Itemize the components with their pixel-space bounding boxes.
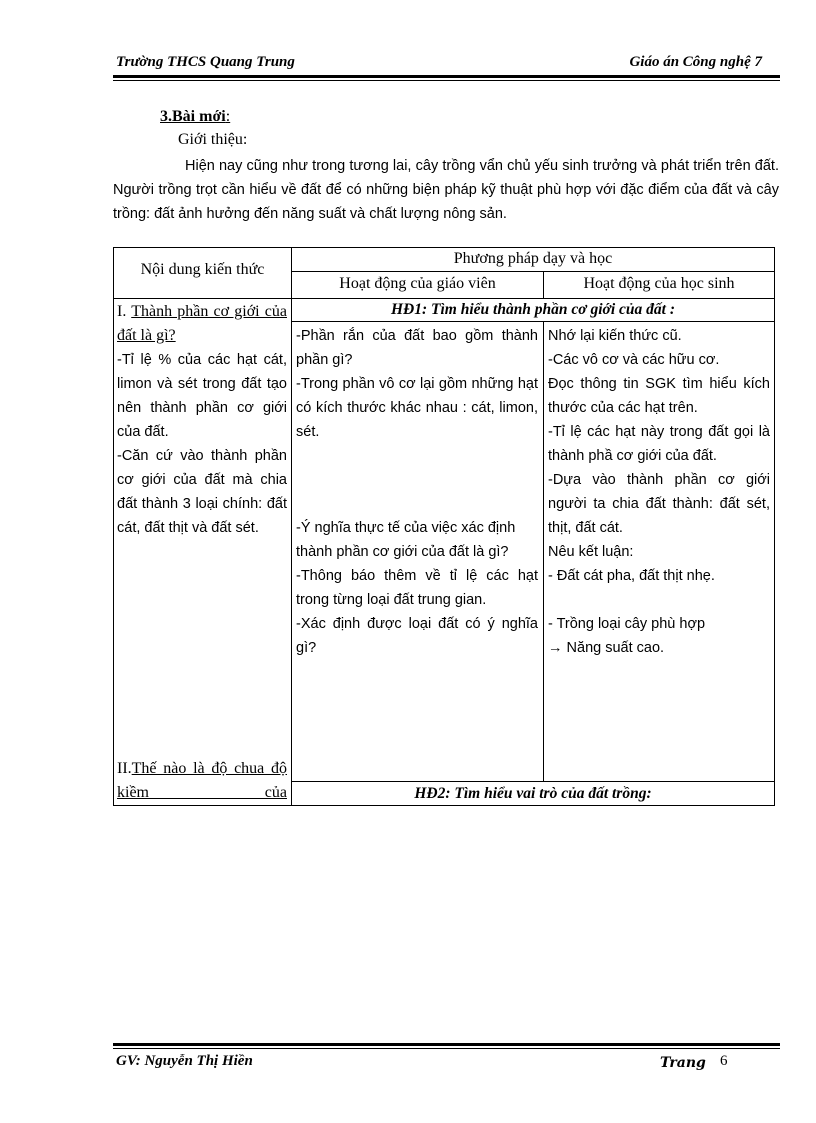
student-item: Đọc thông tin SGK tìm hiểu kích thước của các hạt trên. <box>548 376 770 416</box>
teacher-name: GV: Nguyễn Thị Hiền <box>116 1053 253 1069</box>
lesson-table <box>113 247 775 806</box>
student-activities <box>548 324 770 660</box>
header-rule-thin <box>113 80 780 81</box>
student-activity-header: Hoạt động của học sinh <box>583 275 735 292</box>
teacher-item: -Xác định được loại đất có ý nghĩa gì? <box>296 616 538 656</box>
intro-paragraph: Hiện nay cũng như trong tương lai, cây trồng vẩn chủ yếu sinh trưởng và phát triển trên đất. Người trồng trọt cần hiểu về đất để có những biện pháp kỹ thuật phù hợp với đặc điểm của đất và cây trồng: đất ảnh hưởng đến năng suất và chất lượng nông sản. <box>113 158 779 222</box>
methods-header: Phương pháp dạy và học <box>453 250 613 267</box>
content-paragraph-2: -Căn cứ vào thành phần cơ giới của đất mà chia đất thành 3 loại chính: đất cát, đất thịt và đất sét. <box>117 448 287 536</box>
content-paragraph-1: -Tỉ lệ % của các hạt cát, limon và sét trong đất tạo nên thành phần cơ giới của đất. <box>117 352 287 440</box>
teacher-item: -Phần rắn của đất bao gồm thành phần gì? <box>296 328 538 368</box>
teacher-item: -Trong phần vô cơ lại gồm những hạt có kích thước khác nhau : cát, limon, sét. <box>296 376 538 440</box>
footer-rule-thin <box>113 1048 780 1049</box>
document-subject: Giáo án Công nghệ 7 <box>629 54 762 70</box>
knowledge-content <box>117 300 287 540</box>
page-label: Trang <box>660 1055 706 1071</box>
page-header <box>113 52 780 74</box>
student-item: -Dựa vào thành phần cơ giới người ta chia đất thành: đất sét, thịt, đất cát. <box>548 472 770 536</box>
activity-1-title: HĐ1: Tìm hiểu thành phần cơ giới của đất : <box>390 301 676 318</box>
student-item: - Trồng loại cây phù hợp <box>548 616 706 632</box>
teacher-item: -Ý nghĩa thực tế của việc xác định thành phần cơ giới của đất là gì? <box>296 520 516 560</box>
student-item: → Năng suất cao. <box>548 640 665 656</box>
header-rule <box>113 75 780 78</box>
content-heading-2: II.Thế nào là độ chua độ kiềm của <box>117 760 287 801</box>
section-title: 3.Bài mới: <box>160 108 231 125</box>
teacher-activity-header: Hoạt động của giáo viên <box>339 275 496 292</box>
student-item: Nhớ lại kiến thức cũ. <box>548 328 682 344</box>
student-item: - Đất cát pha, đất thịt nhẹ. <box>548 568 715 584</box>
student-item: Nêu kết luận: <box>548 544 634 560</box>
teacher-activities <box>296 324 538 660</box>
student-item: -Các vô cơ và các hữu cơ. <box>548 352 720 368</box>
teacher-item: -Thông báo thêm về tỉ lệ các hạt trong từng loại đất trung gian. <box>296 568 538 608</box>
school-name: Trường THCS Quang Trung <box>116 54 295 70</box>
student-item: -Tỉ lệ các hạt này trong đất gọi là thành phầ cơ giới của đất. <box>548 424 770 464</box>
content-heading-1: I. Thành phần cơ giới của đất là gì? <box>117 303 287 344</box>
page-number: 6 <box>720 1053 728 1069</box>
footer-rule <box>113 1043 780 1046</box>
content-column-header: Nội dung kiến thức <box>140 261 265 278</box>
intro-label: Giới thiệu: <box>178 131 248 148</box>
activity-2-title: HĐ2: Tìm hiểu vai trò của đất trồng: <box>414 785 652 802</box>
